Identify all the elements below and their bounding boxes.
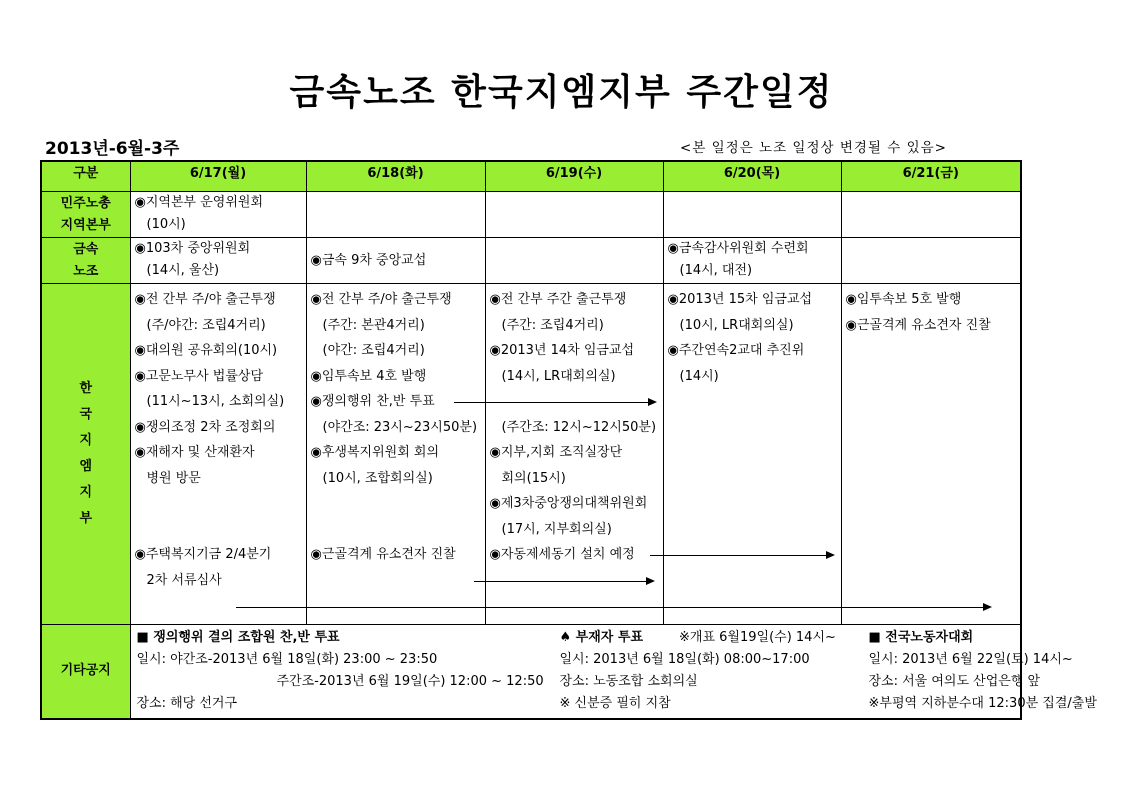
row-label-kctu: 민주노총 지역본부 [41, 192, 130, 238]
row-label-kmwu: 금속 노조 [41, 238, 130, 284]
arrow-head [648, 398, 657, 406]
kmwu-wed [485, 238, 663, 284]
gm-wed: ◉전 간부 주간 출근투쟁 (주간: 조립4거리) ◉2013년 14차 임금교섭 (14시, LR대회의실) (주간조: 12시~12시50분) ◉지부,지회 조직실장단 회의(15시) ◉제3차중앙쟁의대책위원회 (17시, 지부회의실) ◉자동제세동기 설치 예정 [485, 284, 663, 625]
header-row [41, 161, 1021, 192]
arrow-head [646, 577, 655, 585]
kmwu-mon: ◉103차 중앙위원회 (14시, 울산) [130, 238, 306, 284]
header-day-fri: 6/21(금) [841, 161, 1021, 192]
kmwu-thu: ◉금속감사위원회 수련회 (14시, 대전) [663, 238, 841, 284]
kctu-tue [306, 192, 485, 238]
header-day-tue: 6/18(화) [306, 161, 485, 192]
page-title: 금속노조 한국지엠지부 주간일정 [289, 72, 834, 113]
schedule-note: <본 일정은 노조 일정상 변경될 수 있음> [680, 140, 947, 156]
notice-cell [130, 625, 1097, 719]
header-day-wed: 6/19(수) [485, 161, 663, 192]
arrow-housing-mon-fri [236, 607, 986, 608]
week-label: 2013년-6월-3주 [45, 139, 180, 159]
schedule-table [40, 160, 1097, 720]
header-day-mon: 6/17(월) [130, 161, 306, 192]
kctu-thu [663, 192, 841, 238]
header-category: 구분 [41, 161, 130, 192]
row-gm [41, 284, 1021, 625]
arrow-head [826, 551, 835, 559]
notice-rally: ■ 전국노동자대회 일시: 2013년 6월 22일(토) 14시~ 장소: 서울 여의도 산업은행 앞 ※부평역 지하분수대 12:30분 집결/출발 [868, 630, 1097, 711]
row-notice [41, 625, 1021, 719]
kctu-wed [485, 192, 663, 238]
gm-fri: ◉임투속보 5호 발행 ◉근골격계 유소견자 진찰 [841, 284, 1021, 625]
kmwu-tue: ◉금속 9차 중앙교섭 [306, 238, 485, 284]
arrow-vote-tue-wed [454, 402, 654, 403]
row-label-notice: 기타공지 [41, 625, 130, 719]
notice-vote: ■ 쟁의행위 결의 조합원 찬,반 투표 일시: 야간조-2013년 6월 18일(화) 23:00 ~ 23:50 주간조-2013년 6월 19일(수) 12:00 ~ 12:50 장소: 해당 선거구 [136, 630, 544, 711]
kctu-fri [841, 192, 1021, 238]
row-kctu [41, 192, 1021, 238]
row-label-gm: 한 국 지 엠 지 부 [41, 284, 130, 625]
row-kmwu [41, 238, 1021, 284]
kctu-mon: ◉지역본부 운영위원회 (10시) [130, 192, 306, 238]
kmwu-fri [841, 238, 1021, 284]
arrow-head [983, 603, 992, 611]
gm-tue: ◉전 간부 주/야 출근투쟁 (주간: 본관4거리) (야간: 조립4거리) ◉임투속보 4호 발행 ◉쟁의행위 찬,반 투표 (야간조: 23시~23시50분) ◉후생복지위원회 회의 (10시, 조합회의실) ◉근골격계 유소견자 진찰 [306, 284, 485, 625]
gm-mon: ◉전 간부 주/야 출근투쟁 (주/야간: 조립4거리) ◉대의원 공유회의(10시) ◉고문노무사 법률상담 (11시~13시, 소회의실) ◉쟁의조정 2차 조정회의 ◉재해자 및 산재환자 병원 방문 ◉주택복지기금 2/4분기 2차 서류심사 [130, 284, 306, 625]
notice-absentee: ♠ 부재자 투표 ※개표 6월19일(수) 14시~ 일시: 2013년 6월 18일(화) 08:00~17:00 장소: 노동조합 소회의실 ※ 신분증 필히 지참 [559, 630, 836, 711]
arrow-msd-tue-wed [474, 581, 650, 582]
gm-thu: ◉2013년 15차 임금교섭 (10시, LR대회의실) ◉주간연속2교대 추진위 (14시) [663, 284, 841, 625]
header-day-thu: 6/20(목) [663, 161, 841, 192]
arrow-aed-wed-thu [650, 555, 830, 556]
